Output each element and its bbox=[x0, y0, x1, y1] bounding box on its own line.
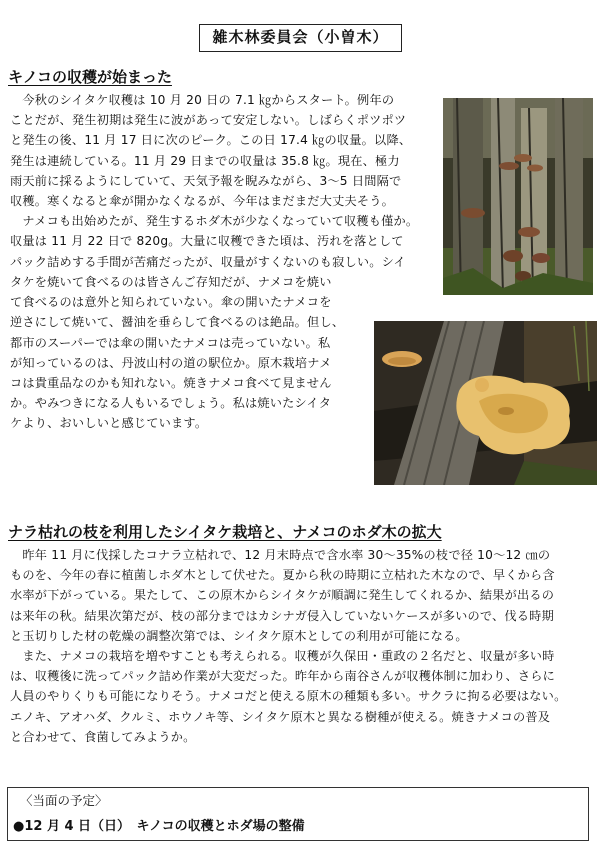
text-line: か。やみつきになる人もいるでしょう。私は焼いたシイタ bbox=[10, 396, 332, 411]
text-line: 人員のやりくりも可能になりそう。ナメコだと使える原木の種類も多い。サクラに拘る必要はない。 bbox=[10, 689, 567, 704]
text-line: と合わせて、食菌してみようか。 bbox=[10, 729, 196, 744]
section1-paragraph-b bbox=[10, 272, 344, 434]
text-line: 雨天前に採るようにしていて、天気予報を睨みながら、3～5 日間隔で bbox=[10, 173, 402, 188]
text-line: 今秋のシイタケ収穫は 10 月 20 日の 7.1 ㎏からスタート。例年の bbox=[10, 93, 395, 107]
text-line: 昨年 11 月に伐採したコナラ立枯れで、12 月末時点で含水率 30～35%の枝で径 10～12 ㎝の bbox=[10, 548, 551, 562]
text-line: ものを、今年の春に植菌しホダ木として伏せた。夏から秋の時期に立枯れた木なので、早くから含 bbox=[10, 568, 555, 583]
text-line: タケを焼いて食べるのは皆さんご存知だが、ナメコを焼い bbox=[10, 275, 332, 289]
text-line: 収量は 11 月 22 日で 820g。大量に収穫できた頃は、汚れを落として bbox=[10, 234, 404, 249]
section1-heading: キノコの収穫が始まった bbox=[8, 68, 172, 86]
text-line: 収穫。寒くなると傘が開かなくなるが、今年はまだまだ大丈夫そう。 bbox=[10, 194, 395, 209]
schedule-item: ●12 月 4 日（日） キノコの収穫とホダ場の整備 bbox=[13, 819, 305, 834]
text-line: は来年の秋。結果次第だが、枝の部分まではカシナガ侵入していないケースが多いので、伐る時期 bbox=[10, 608, 554, 623]
text-line: 水率が下がっている。果たして、この原木からシイタケが順調に発生してくれるか、結果が出るの bbox=[10, 588, 555, 603]
section1-paragraph-a bbox=[10, 90, 418, 272]
schedule-heading: 〈当面の予定〉 bbox=[20, 793, 108, 808]
shiitake-photo bbox=[443, 98, 593, 295]
nameko-photo bbox=[374, 321, 597, 485]
text-line: が知っているのは、丹波山村の道の駅位か。原木栽培ナメ bbox=[10, 355, 332, 370]
text-line: ケより、おいしいと感じています。 bbox=[10, 416, 208, 431]
text-line: と発生の後、11 月 17 日に次のピーク。この日 17.4 ㎏の収量。以降、 bbox=[10, 133, 412, 148]
text-line: エノキ、アオハダ、クルミ、ホウノキ等、シイタケ原木と異なる樹種が使える。焼きナメコの普及 bbox=[10, 709, 551, 724]
text-line: は、収穫後に洗ってパック詰め作業が大変だった。昨年から南谷さんが収穫体制に加わり、さらに bbox=[10, 669, 556, 684]
text-line: パック詰めする手間が苦痛だったが、収量がすくないのも寂しい。シイ bbox=[10, 254, 406, 269]
text-line: コは貴重品なのかも知れない。焼きナメコ食べて見ません bbox=[10, 376, 332, 391]
section2-paragraph bbox=[10, 545, 566, 747]
text-line: また、ナメコの栽培を増やすことも考えられる。収穫が久保田・重政の２名だと、収量が多い時 bbox=[10, 649, 555, 664]
text-line: ナメコも出始めたが、発生するホダ木が少なくなっていて収穫も僅か。 bbox=[10, 214, 419, 229]
section2-heading: ナラ枯れの枝を利用したシイタケ栽培と、ナメコのホダ木の拡大 bbox=[8, 523, 442, 541]
committee-title: 雑木林委員会（小曽木） bbox=[199, 24, 402, 52]
text-line: 発生は連続している。11 月 29 日までの収量は 35.8 ㎏。現在、極力 bbox=[10, 153, 400, 168]
text-line: ことだが、発生初期は発生に波があって安定しない。しばらくポツポツ bbox=[10, 113, 407, 128]
schedule-box bbox=[7, 787, 589, 841]
text-line: 逆さにして焼いて、醤油を垂らして食べるのは絶品。但し、 bbox=[10, 315, 345, 330]
text-line: と玉切りした材の乾燥の調整次第では、シイタケ原木としての利用が可能になる。 bbox=[10, 628, 468, 643]
text-line: 都市のスーパーでは傘の開いたナメコは売っていない。私 bbox=[10, 335, 331, 350]
text-line: て食べるのは意外と知られていない。傘の開いたナメコを bbox=[10, 295, 332, 310]
